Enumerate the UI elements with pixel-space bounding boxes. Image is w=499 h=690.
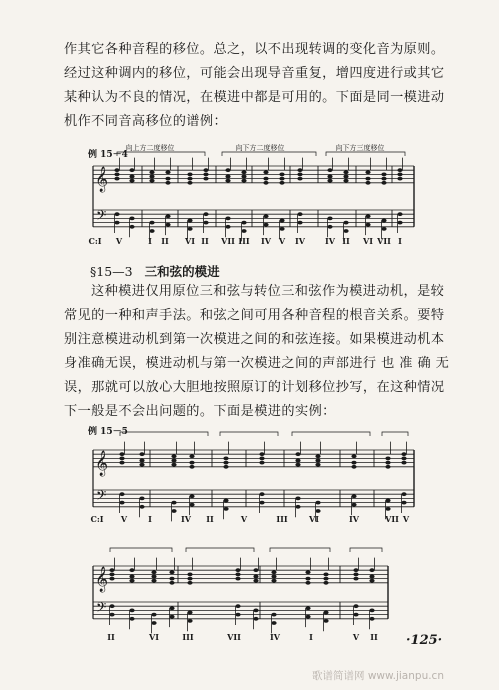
phrase-bracket <box>292 432 370 436</box>
bass-note-head <box>295 497 300 501</box>
phrase-bracket <box>220 432 278 436</box>
treble-note-head <box>305 570 310 574</box>
roman-numeral: I <box>309 632 313 642</box>
treble-note-head <box>189 461 194 465</box>
treble-note-head <box>353 568 358 572</box>
treble-clef-icon: 𝄞 <box>95 566 109 592</box>
treble-note-head <box>129 179 134 183</box>
treble-note-head <box>343 170 348 174</box>
treble-note-head <box>263 177 268 181</box>
treble-note-head <box>297 168 302 172</box>
treble-note-head <box>297 177 302 181</box>
bass-note-head <box>225 225 230 229</box>
phrase-bracket <box>350 548 382 552</box>
treble-note-head <box>259 461 264 465</box>
treble-note-head <box>189 465 194 469</box>
paragraph-2-line: 常见的一种和声手法。和弦之间可用各种音程的根音关系。要特 <box>64 308 445 323</box>
paragraph-1-line: 某种认为不良的情况，在模进中都是可用的。下面是同一模进动 <box>64 90 445 105</box>
section-heading <box>90 262 220 280</box>
treble-note-head <box>187 573 192 577</box>
treble-note-head <box>187 173 192 177</box>
bass-note-head <box>401 501 406 505</box>
treble-note-head <box>305 581 310 585</box>
treble-note-head <box>279 177 284 181</box>
treble-note-head <box>187 181 192 185</box>
treble-note-head <box>235 568 240 572</box>
phrase-bracket <box>270 548 330 552</box>
treble-note-head <box>119 461 124 465</box>
bass-note-head <box>189 494 194 498</box>
roman-numeral: IV <box>270 632 280 642</box>
roman-numeral: IV <box>349 514 359 524</box>
roman-numeral: VII <box>227 632 241 642</box>
roman-numeral: V <box>115 236 123 246</box>
treble-note-head <box>109 577 114 581</box>
treble-note-head <box>114 173 119 177</box>
bass-note-head <box>225 217 230 221</box>
bass-note-head <box>263 214 268 218</box>
roman-numeral: II <box>107 632 115 642</box>
bass-note-head <box>151 621 156 625</box>
bass-note-head <box>295 505 300 509</box>
treble-note-head <box>223 457 228 461</box>
treble-note-head <box>165 177 170 181</box>
paragraph-1-line: 机作不同音高移位的谱例： <box>64 114 228 129</box>
roman-numeral: VI <box>149 632 159 642</box>
roman-numeral: VII <box>377 236 391 246</box>
treble-note-head <box>381 173 386 177</box>
bass-note-head <box>397 221 402 225</box>
treble-clef-icon: 𝄞 <box>95 166 109 192</box>
bass-note-head <box>271 621 276 625</box>
treble-note-head <box>129 568 134 572</box>
treble-note-head <box>169 570 174 574</box>
bass-note-head <box>381 219 386 223</box>
treble-note-head <box>385 457 390 461</box>
treble-note-head <box>109 573 114 577</box>
treble-note-head <box>295 463 300 467</box>
paragraph-1-line: 经过这种调内的移位，可能会出现导音重复，增四度进行或其它 <box>64 66 445 81</box>
roman-numeral: V <box>240 514 248 524</box>
roman-numeral: I <box>148 236 152 246</box>
treble-note-head <box>381 177 386 181</box>
bass-note-head <box>139 505 144 509</box>
treble-note-head <box>327 168 332 172</box>
bass-note-head <box>315 509 320 513</box>
bass-note-head <box>353 604 358 608</box>
treble-note-head <box>279 181 284 185</box>
bass-note-head <box>129 225 134 229</box>
treble-note-head <box>203 177 208 181</box>
bass-note-head <box>327 217 332 221</box>
bass-note-head <box>305 615 310 619</box>
bass-note-head <box>171 501 176 505</box>
roman-numeral: IV <box>181 514 191 524</box>
treble-note-head <box>203 173 208 177</box>
treble-note-head <box>151 579 156 583</box>
bass-note-head <box>187 219 192 223</box>
treble-note-head <box>139 459 144 463</box>
bass-note-head <box>203 221 208 225</box>
bass-note-head <box>235 604 240 608</box>
bass-note-head <box>351 503 356 507</box>
treble-note-head <box>353 573 358 577</box>
example-1-score <box>0 140 499 250</box>
bass-note-head <box>119 492 124 496</box>
bass-note-head <box>259 501 264 505</box>
bass-note-head <box>165 223 170 227</box>
roman-numeral: II <box>206 514 214 524</box>
treble-note-head <box>323 581 328 585</box>
treble-note-head <box>241 179 246 183</box>
treble-note-head <box>253 579 258 583</box>
roman-numeral: III <box>182 632 194 642</box>
treble-note-head <box>271 575 276 579</box>
phrase-bracket <box>120 432 208 436</box>
bass-note-head <box>129 217 134 221</box>
bass-note-head <box>149 221 154 225</box>
treble-note-head <box>351 454 356 458</box>
bass-note-head <box>235 613 240 617</box>
treble-note-head <box>259 457 264 461</box>
treble-note-head <box>149 170 154 174</box>
bass-note-head <box>323 619 328 623</box>
phrase-bracket <box>117 152 205 156</box>
treble-note-head <box>397 173 402 177</box>
bass-note-head <box>369 617 374 621</box>
phrase-bracket <box>222 152 316 156</box>
treble-note-head <box>165 181 170 185</box>
bass-note-head <box>119 501 124 505</box>
treble-note-head <box>385 461 390 465</box>
treble-note-head <box>369 575 374 579</box>
roman-numeral: I <box>398 236 402 246</box>
treble-note-head <box>151 570 156 574</box>
roman-numeral: II <box>161 236 169 246</box>
bass-note-head <box>109 604 114 608</box>
bass-note-head <box>351 494 356 498</box>
bass-note-head <box>385 507 390 511</box>
treble-note-head <box>279 173 284 177</box>
treble-note-head <box>169 577 174 581</box>
treble-note-head <box>343 179 348 183</box>
treble-note-head <box>171 454 176 458</box>
bass-note-head <box>187 611 192 615</box>
bass-note-head <box>297 212 302 216</box>
treble-note-head <box>369 579 374 583</box>
bass-note-head <box>271 613 276 617</box>
bass-note-head <box>149 229 154 233</box>
bass-note-head <box>327 225 332 229</box>
bracket-label: 向下方二度移位 <box>235 144 285 152</box>
bass-note-head <box>129 609 134 613</box>
bass-note-head <box>369 609 374 613</box>
bass-clef-icon: 𝄢 <box>96 599 107 619</box>
treble-note-head <box>114 168 119 172</box>
treble-note-head <box>365 170 370 174</box>
roman-numeral: IV <box>261 236 271 246</box>
treble-clef-icon: 𝄞 <box>95 450 109 476</box>
treble-note-head <box>397 168 402 172</box>
bass-note-head <box>381 227 386 231</box>
bass-note-head <box>385 499 390 503</box>
bass-note-head <box>397 212 402 216</box>
treble-note-head <box>381 181 386 185</box>
treble-note-head <box>253 575 258 579</box>
roman-numeral: VI <box>363 236 373 246</box>
treble-note-head <box>151 575 156 579</box>
roman-numeral: V <box>278 236 286 246</box>
treble-note-head <box>129 168 134 172</box>
roman-numeral: III <box>276 514 288 524</box>
roman-numeral: III <box>238 236 250 246</box>
bass-note-head <box>114 212 119 216</box>
treble-note-head <box>225 179 230 183</box>
bass-note-head <box>189 503 194 507</box>
treble-note-head <box>401 457 406 461</box>
treble-note-head <box>109 568 114 572</box>
roman-numeral: VII <box>385 514 399 524</box>
treble-note-head <box>235 577 240 581</box>
example-2-label: 例 15－5 <box>88 427 128 437</box>
phrase-bracket <box>110 548 172 552</box>
paragraph-2 <box>64 280 450 424</box>
treble-note-head <box>315 463 320 467</box>
treble-note-head <box>327 179 332 183</box>
treble-note-head <box>401 461 406 465</box>
bass-note-head <box>151 613 156 617</box>
bass-note-head <box>353 613 358 617</box>
bass-note-head <box>129 617 134 621</box>
bass-note-head <box>241 221 246 225</box>
treble-note-head <box>149 179 154 183</box>
bass-clef-icon: 𝄢 <box>96 207 107 227</box>
roman-numeral: VI <box>309 514 319 524</box>
treble-note-head <box>365 181 370 185</box>
treble-note-head <box>223 465 228 469</box>
treble-note-head <box>315 454 320 458</box>
treble-note-head <box>315 459 320 463</box>
bass-note-head <box>279 227 284 231</box>
roman-numeral: II <box>370 632 378 642</box>
treble-note-head <box>169 581 174 585</box>
treble-note-head <box>129 579 134 583</box>
treble-note-head <box>365 177 370 181</box>
section-number: §15—3 <box>90 264 133 279</box>
bass-clef-icon: 𝄢 <box>96 487 107 507</box>
example-2-score-row-1 <box>0 426 499 536</box>
bass-note-head <box>114 221 119 225</box>
treble-note-head <box>225 175 230 179</box>
treble-note-head <box>114 177 119 181</box>
bass-note-head <box>315 501 320 505</box>
roman-numeral: IV <box>295 236 305 246</box>
bass-note-head <box>323 611 328 615</box>
example-1-label: 例 15－4 <box>88 150 128 160</box>
roman-numeral: VII <box>221 236 235 246</box>
treble-note-head <box>171 459 176 463</box>
bass-note-head <box>343 221 348 225</box>
treble-note-head <box>241 170 246 174</box>
bass-note-head <box>305 606 310 610</box>
treble-note-head <box>385 465 390 469</box>
treble-note-head <box>305 577 310 581</box>
page-number: ·125· <box>406 633 443 648</box>
bass-note-head <box>297 221 302 225</box>
treble-note-head <box>263 181 268 185</box>
bass-note-head <box>169 615 174 619</box>
treble-note-head <box>203 168 208 172</box>
treble-note-head <box>149 175 154 179</box>
treble-note-head <box>225 168 230 172</box>
treble-note-head <box>295 452 300 456</box>
treble-note-head <box>327 175 332 179</box>
treble-note-head <box>353 577 358 581</box>
roman-numeral: IV <box>325 236 335 246</box>
phrase-bracket <box>326 152 405 156</box>
treble-note-head <box>369 568 374 572</box>
treble-note-head <box>119 457 124 461</box>
roman-numeral: VI <box>185 236 195 246</box>
roman-numeral: V <box>120 514 128 524</box>
treble-note-head <box>271 570 276 574</box>
bass-note-head <box>279 219 284 223</box>
treble-note-head <box>323 573 328 577</box>
treble-note-head <box>259 452 264 456</box>
treble-note-head <box>171 463 176 467</box>
section-title: 三和弦的模进 <box>144 264 220 279</box>
bass-note-head <box>343 229 348 233</box>
bass-note-head <box>253 609 258 613</box>
bass-note-head <box>223 507 228 511</box>
bass-note-head <box>165 214 170 218</box>
bracket-label: 向上方二度移位 <box>125 144 175 152</box>
roman-numeral: I <box>148 514 152 524</box>
treble-note-head <box>253 568 258 572</box>
bass-note-head <box>223 499 228 503</box>
treble-note-head <box>351 461 356 465</box>
treble-note-head <box>223 461 228 465</box>
treble-note-head <box>139 452 144 456</box>
paragraph-2-line: 下一般是不会出问题的。下面是模进的实例： <box>64 404 336 419</box>
treble-note-head <box>351 465 356 469</box>
bass-note-head <box>139 497 144 501</box>
bass-note-head <box>187 227 192 231</box>
bass-note-head <box>259 492 264 496</box>
treble-note-head <box>397 177 402 181</box>
treble-note-head <box>189 454 194 458</box>
roman-numeral: C:I <box>90 514 104 524</box>
treble-note-head <box>323 577 328 581</box>
treble-note-head <box>401 452 406 456</box>
bass-note-head <box>203 212 208 216</box>
treble-note-head <box>139 463 144 467</box>
bass-note-head <box>171 509 176 513</box>
roman-numeral: V <box>402 514 410 524</box>
bass-note-head <box>365 214 370 218</box>
paragraph-1 <box>64 38 444 134</box>
bass-note-head <box>253 617 258 621</box>
treble-note-head <box>241 175 246 179</box>
treble-note-head <box>119 452 124 456</box>
treble-note-head <box>187 577 192 581</box>
treble-note-head <box>129 575 134 579</box>
paragraph-2-line: 这种模进仅用原位三和弦与转位三和弦作为模进动机，是较 <box>91 284 445 299</box>
watermark: 歌谱简谱网 www.jianpu.cn <box>312 670 444 682</box>
roman-numeral: V <box>352 632 360 642</box>
bass-note-head <box>401 492 406 496</box>
treble-note-head <box>129 175 134 179</box>
treble-note-head <box>343 175 348 179</box>
bass-note-head <box>169 606 174 610</box>
treble-note-head <box>187 177 192 181</box>
paragraph-1-line: 作其它各种音程的移位。总之，以不出现转调的变化音为原则。 <box>64 42 445 57</box>
roman-numeral: II <box>342 236 350 246</box>
treble-note-head <box>187 581 192 585</box>
treble-note-head <box>235 573 240 577</box>
bass-note-head <box>365 223 370 227</box>
paragraph-2-line: 别注意模进动机到第一次模进之间的和弦连接。如果模进动机本 <box>64 332 445 347</box>
treble-note-head <box>295 459 300 463</box>
bass-note-head <box>263 223 268 227</box>
treble-note-head <box>271 579 276 583</box>
paragraph-2-line: 身准确无误，模进动机与第一次模进之间的声部进行 也 准 确 无 <box>64 356 450 371</box>
treble-note-head <box>165 170 170 174</box>
paragraph-2-line: 误，那就可以放心大胆地按照原订的计划移位抄写，在这种情况 <box>64 380 445 395</box>
phrase-bracket <box>186 548 254 552</box>
bass-note-head <box>187 619 192 623</box>
treble-note-head <box>297 173 302 177</box>
roman-numeral: C:I <box>88 236 102 246</box>
treble-note-head <box>263 170 268 174</box>
phrase-bracket <box>382 432 408 436</box>
roman-numeral: II <box>201 236 209 246</box>
bracket-label: 向下方三度移位 <box>335 144 385 152</box>
bass-note-head <box>241 229 246 233</box>
bass-note-head <box>109 613 114 617</box>
